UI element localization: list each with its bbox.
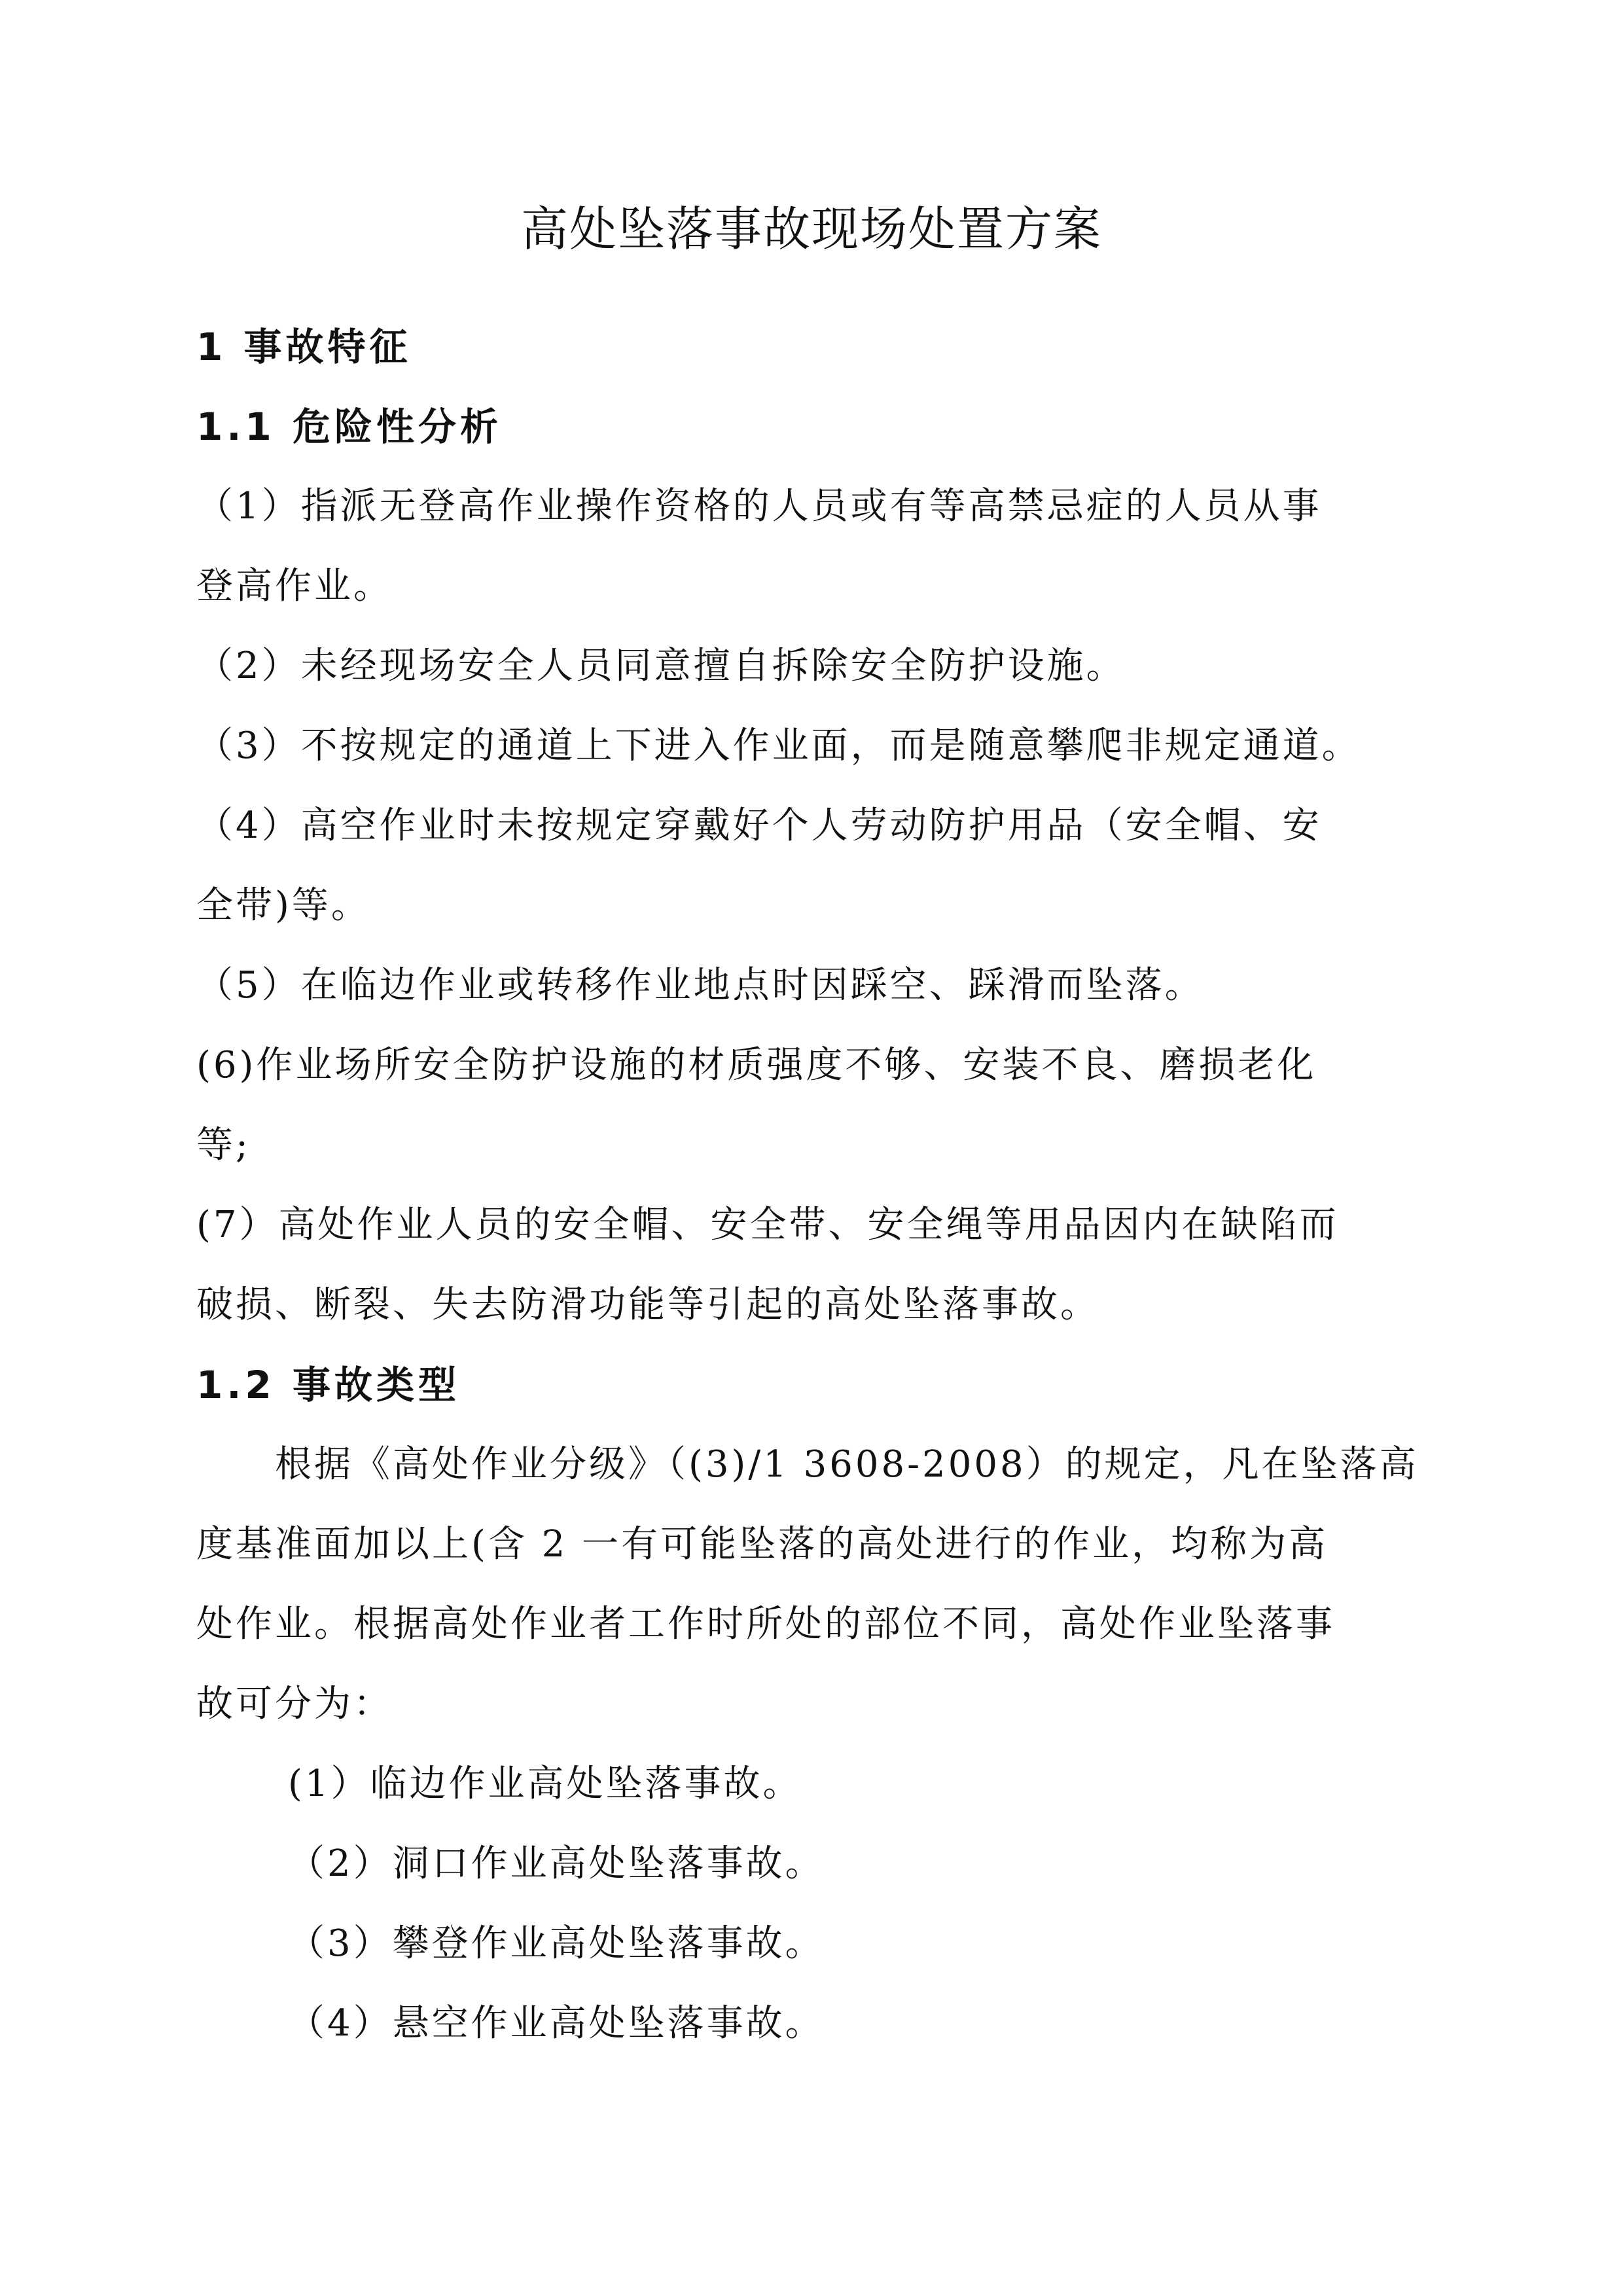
hazard-line-4: （3）不按规定的通道上下进入作业面，而是随意攀爬非规定通道。 [196,725,1361,767]
type-list-item-2: （2）洞口作业高处坠落事故。 [288,1842,825,1885]
hazard-line-6: 全带)等。 [196,884,370,927]
hazard-line-8: (6)作业场所安全防护设施的材质强度不够、安装不良、磨损老化 [196,1044,1317,1086]
type-paragraph-line-4: 故可分为： [196,1683,393,1725]
type-list-item-1: (1）临边作业高处坠落事故。 [288,1763,802,1805]
hazard-line-7: （5）在临边作业或转移作业地点时因踩空、踩滑而坠落。 [196,964,1204,1007]
hazard-line-2: 登高作业。 [196,565,393,607]
type-list-item-4: （4）悬空作业高处坠落事故。 [288,2002,825,2045]
hazard-line-1: （1）指派无登高作业操作资格的人员或有等高禁忌症的人员从事 [196,485,1322,528]
hazard-line-10: (7）高处作业人员的安全帽、安全带、安全绳等用品因内在缺陷而 [196,1204,1339,1246]
hazard-line-3: （2）未经现场安全人员同意擅自拆除安全防护设施。 [196,645,1126,687]
hazard-line-11: 破损、断裂、失去防滑功能等引起的高处坠落事故。 [196,1283,1099,1326]
document-title: 高处坠落事故现场处置方案 [520,202,1102,257]
type-paragraph-line-2: 度基准面加以上(含 2 一有可能坠落的高处进行的作业，均称为高 [196,1523,1329,1566]
hazard-line-5: （4）高空作业时未按规定穿戴好个人劳动防护用品（安全帽、安 [196,804,1322,847]
type-paragraph-line-1: 根据《高处作业分级》（(3)/1 3608-2008）的规定，凡在坠落高 [275,1443,1419,1486]
section-1-1-heading: 1.1 危险性分析 [196,404,502,449]
type-list-item-3: （3）攀登作业高处坠落事故。 [288,1922,825,1965]
type-paragraph-line-3: 处作业。根据高处作业者工作时所处的部位不同，高处作业坠落事 [196,1603,1335,1645]
section-1-2-heading: 1.2 事故类型 [196,1363,460,1407]
hazard-line-9: 等; [196,1124,251,1166]
section-1-heading: 1 事故特征 [196,325,412,369]
